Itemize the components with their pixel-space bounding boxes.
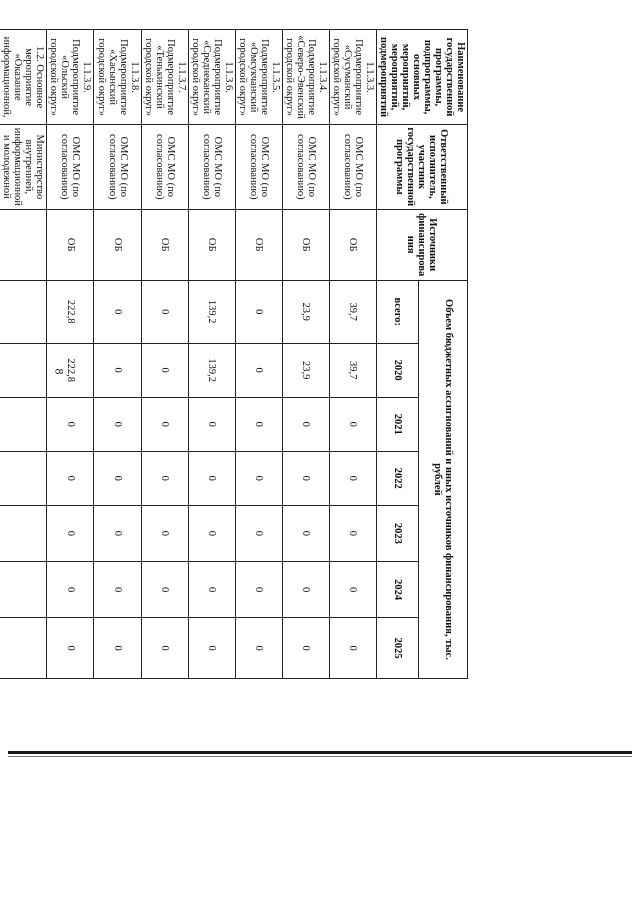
row-year-value-cell: 23,9 <box>282 343 329 397</box>
row-name-cell: 1.1.3.5. Подмероприятие «Омсукчанский городской округ» <box>235 30 282 125</box>
row-year-value-cell: 0 <box>47 562 94 618</box>
row-year-value-cell: 0 <box>141 562 188 618</box>
header-year: 2021 <box>376 397 418 451</box>
row-year-value-cell: 0 <box>188 451 235 505</box>
page-number: 8 <box>52 368 67 375</box>
row-year-value-cell: 0 <box>94 397 141 451</box>
table-row <box>329 30 376 679</box>
budget-table <box>0 29 468 679</box>
row-responsible-cell: ОМС МО (по согласованию) <box>188 125 235 209</box>
header-volume: Объем бюджетных ассигнований и иных источников финансирования, тыс. рублей <box>418 280 467 678</box>
table-row <box>0 30 47 679</box>
row-year-value-cell: 0 <box>141 343 188 397</box>
row-name-cell: 1.1.3.7. Подмероприятие «Тенькинский городской округ» <box>141 30 188 125</box>
row-name-cell: 1.1.3.9. Подмероприятие «Ольский городской округ» <box>47 30 94 125</box>
row-source-cell: ОБ <box>141 209 188 280</box>
row-year-value-cell <box>0 343 47 397</box>
row-year-value-cell: 0 <box>94 451 141 505</box>
row-year-value-cell: 0 <box>47 397 94 451</box>
row-year-value-cell: 0 <box>141 397 188 451</box>
row-year-value-cell: 0 <box>188 618 235 679</box>
row-total-cell: 39,7 <box>329 280 376 343</box>
row-year-value-cell: 0 <box>235 505 282 561</box>
row-source-cell: ОБ <box>282 209 329 280</box>
row-year-value-cell: 0 <box>235 618 282 679</box>
row-year-value-cell: 0 <box>47 505 94 561</box>
header-sources: Источники финансирования <box>376 209 467 280</box>
row-year-value-cell: 139,2 <box>188 343 235 397</box>
row-total-cell: 139,2 <box>188 280 235 343</box>
header-year: 2020 <box>376 343 418 397</box>
table-row <box>188 30 235 679</box>
table-row <box>282 30 329 679</box>
row-year-value-cell: 0 <box>235 343 282 397</box>
budget-table-rotated <box>1 29 468 679</box>
row-total-cell: 0 <box>141 280 188 343</box>
row-year-value-cell: 0 <box>47 618 94 679</box>
row-year-value-cell: 0 <box>282 562 329 618</box>
row-name-cell: 1.1.3.4. Подмероприятие «Северо-Эвенский городской округ» <box>282 30 329 125</box>
row-year-value-cell: 0 <box>282 505 329 561</box>
row-year-value-cell: 0 <box>235 562 282 618</box>
row-year-value-cell: 0 <box>235 397 282 451</box>
row-responsible-cell: ОМС МО (по согласованию) <box>47 125 94 209</box>
row-name-cell: 1.1.3.8. Подмероприятие «Хасынский городской округ» <box>94 30 141 125</box>
row-year-value-cell: 0 <box>329 451 376 505</box>
row-source-cell: ОБ <box>329 209 376 280</box>
row-responsible-cell: ОМС МО (по согласованию) <box>329 125 376 209</box>
row-source-cell <box>0 209 47 280</box>
row-year-value-cell: 0 <box>235 451 282 505</box>
row-name-cell: 1.2. Основное мероприятие «Оказание информационной, <box>0 30 47 125</box>
row-source-cell: ОБ <box>188 209 235 280</box>
table-row <box>94 30 141 679</box>
row-name-cell: 1.1.3.3. Подмероприятие «Сусуманский городской округ» <box>329 30 376 125</box>
row-year-value-cell <box>0 451 47 505</box>
row-year-value-cell: 0 <box>188 397 235 451</box>
row-source-cell: ОБ <box>235 209 282 280</box>
row-year-value-cell: 0 <box>282 451 329 505</box>
row-year-value-cell <box>0 618 47 679</box>
row-year-value-cell: 0 <box>94 343 141 397</box>
row-responsible-cell: ОМС МО (по согласованию) <box>235 125 282 209</box>
row-total-cell: 23,9 <box>282 280 329 343</box>
header-total: всего: <box>376 280 418 343</box>
row-year-value-cell: 0 <box>282 397 329 451</box>
row-responsible-cell: ОМС МО (по согласованию) <box>94 125 141 209</box>
header-responsible: Ответственный исполнитель, участник государственной программы <box>376 125 467 209</box>
row-responsible-cell: ОМС МО (по согласованию) <box>282 125 329 209</box>
header-name: Наименование государственной программы, подпрограммы, основных мероприятий, мероприятий, подмероприятий <box>376 30 467 125</box>
row-year-value-cell: 0 <box>188 562 235 618</box>
header-row-1 <box>418 30 467 679</box>
table-row <box>235 30 282 679</box>
row-source-cell: ОБ <box>47 209 94 280</box>
row-responsible-cell: Министерство внутренней, информационной и молодежной <box>0 125 47 209</box>
bottom-rule <box>8 751 632 754</box>
row-year-value-cell: 0 <box>94 505 141 561</box>
row-year-value-cell: 0 <box>141 505 188 561</box>
bottom-rule-thin <box>8 756 632 757</box>
table-row <box>141 30 188 679</box>
row-year-value-cell: 0 <box>141 618 188 679</box>
row-source-cell: ОБ <box>94 209 141 280</box>
header-year: 2025 <box>376 618 418 679</box>
row-name-cell: 1.1.3.6. Подмероприятие «Среднеканский городской округ» <box>188 30 235 125</box>
row-year-value-cell: 222,8 <box>47 343 94 397</box>
row-year-value-cell: 0 <box>94 562 141 618</box>
row-year-value-cell: 0 <box>282 618 329 679</box>
row-year-value-cell: 0 <box>141 451 188 505</box>
row-total-cell: 222,8 <box>47 280 94 343</box>
row-year-value-cell: 0 <box>329 505 376 561</box>
row-year-value-cell <box>0 397 47 451</box>
row-year-value-cell <box>0 505 47 561</box>
row-year-value-cell: 0 <box>329 562 376 618</box>
row-year-value-cell: 39,7 <box>329 343 376 397</box>
row-year-value-cell: 0 <box>94 618 141 679</box>
header-year: 2024 <box>376 562 418 618</box>
row-year-value-cell: 0 <box>188 505 235 561</box>
row-responsible-cell: ОМС МО (по согласованию) <box>141 125 188 209</box>
row-year-value-cell: 0 <box>47 451 94 505</box>
header-year: 2022 <box>376 451 418 505</box>
row-total-cell <box>0 280 47 343</box>
row-year-value-cell: 0 <box>329 618 376 679</box>
header-year: 2023 <box>376 505 418 561</box>
row-total-cell: 0 <box>235 280 282 343</box>
row-year-value-cell <box>0 562 47 618</box>
row-year-value-cell: 0 <box>329 397 376 451</box>
row-total-cell: 0 <box>94 280 141 343</box>
table-row <box>47 30 94 679</box>
